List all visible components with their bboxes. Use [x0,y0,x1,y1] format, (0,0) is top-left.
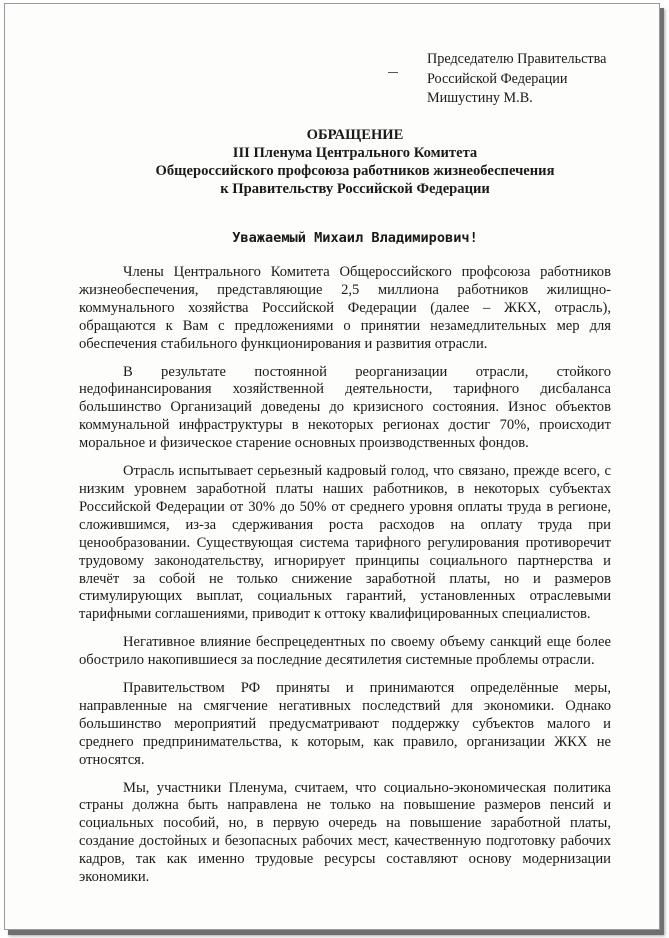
paragraph: Отрасль испытывает серьезный кадровый голод, что связано, прежде всего, с низким уровнем заработной платы наших работников, в некоторых субъектах Российской Федерации от 30% до 50% от среднего уровня оплаты труда в регионе, сложившимся, из-за сдерживания роста расходов на оплату труда при ценообразовании. Существующая система тарифного регулирования противоречит трудовому законодательству, игнорирует принципы социального партнерства и влечёт за собой не только снижение заработной платы, но и размеров стимулирующих выплат, социальных гарантий, установленных отраслевыми тарифными соглашениями, приводит к оттоку квалифицированных специалистов. [79,463,611,623]
heading-line: III Пленума Центрального Комитета [232,145,478,161]
greeting: Уважаемый Михаил Владимирович! [232,230,478,246]
addressee-name: Мишустину М.В. [427,90,533,106]
heading-line: к Правительству Российской Федерации [220,181,490,197]
paragraph: Правительством РФ приняты и принимаются определённые меры, направленные на смягчение негативных последствий для экономики. Однако большинство мероприятий предусматривают поддержку субъектов малого и среднего предпринимательства, к которым, как правило, организации ЖКХ не относятся. [79,680,611,768]
scan-mark [388,72,398,73]
addressee-line: Председателю Правительства [427,51,607,67]
document-page [4,3,660,930]
addressee-line: Российской Федерации [427,70,568,87]
paragraph: В результате постоянной реорганизации отрасли, стойкого недофинансирования хозяйственной деятельности, тарифного дисбаланса большинство Организаций доведены до кризисного состояния. Износ объектов коммунальной инфраструктуры в некоторых регионах достиг 70%, происходит моральное и физическое старение основных производственных фондов. [79,363,611,452]
paragraph: Мы, участники Пленума, считаем, что социально-экономическая политика страны должна быть направлена не только на повышение размеров пенсий и социальных пособий, но, в первую очередь на повышение заработной платы, создание достойных и безопасных рабочих мест, качественную подготовку рабочих кадров, так как именно трудовые ресурсы составляют основу модернизации экономики. [79,779,611,886]
document-body [79,264,611,897]
document-title: ОБРАЩЕНИЕ [306,127,404,143]
paragraph: Члены Центрального Комитета Общероссийского профсоюза работников жизнеобеспечения, представляющие 2,5 миллиона работников жилищно-коммунального хозяйства Российской Федерации (далее – ЖКХ, отрасль), обращаются к Вам с предложениями о принятии незамедлительных мер для обеспечения стабильного функционирования и развития отрасли. [79,264,611,352]
heading-line: Общероссийского профсоюза работников жизнеобеспечения [155,163,555,179]
addressee-block [427,50,606,109]
document-heading [85,126,625,198]
paragraph: Негативное влияние беспрецедентных по своему объему санкций еще более обострило накопившиеся за последние десятилетия системные проблемы отрасли. [79,634,611,669]
